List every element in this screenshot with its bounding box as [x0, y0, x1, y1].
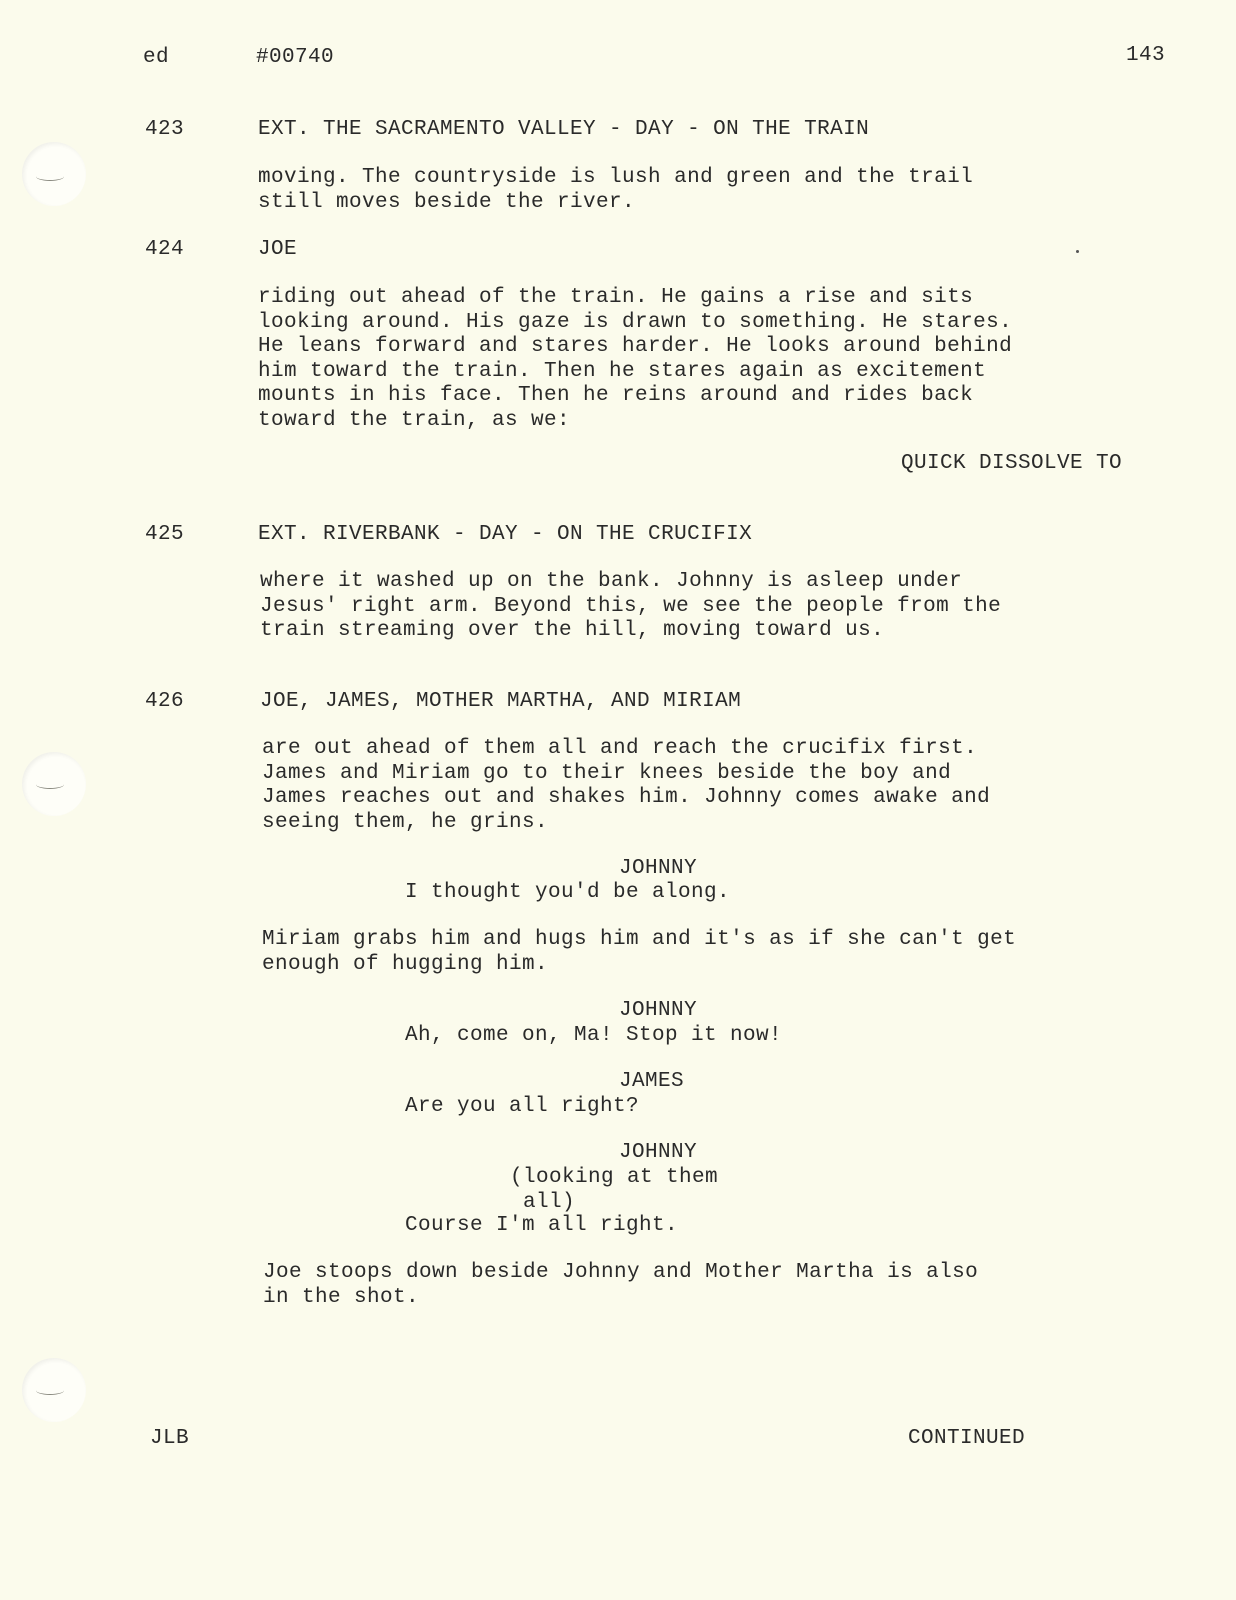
scene-action: where it washed up on the bank. Johnny is asleep under Jesus' right arm. Beyond this, we see the people from the train streaming over the hill, moving toward us. — [260, 570, 1002, 642]
scene-heading: JOE, JAMES, MOTHER MARTHA, AND MIRIAM — [260, 690, 742, 713]
scene-number: 423 — [145, 118, 185, 141]
binder-hole-middle-mark — [36, 780, 64, 789]
scene-action: moving. The countryside is lush and green and the trail still moves beside the river. — [258, 166, 974, 214]
character-cue: JOHNNY — [619, 857, 698, 880]
scene-number: 426 — [145, 690, 185, 713]
page-number: 143 — [1126, 44, 1166, 67]
parenthetical: (looking at them all) — [510, 1166, 719, 1214]
scene-heading: JOE — [258, 238, 298, 261]
header-script-code: #00740 — [256, 46, 335, 69]
transition: QUICK DISSOLVE TO — [901, 452, 1123, 475]
scene-heading: EXT. RIVERBANK - DAY - ON THE CRUCIFIX — [258, 523, 753, 546]
character-cue: JAMES — [619, 1070, 685, 1093]
header-initials: ed — [143, 46, 170, 69]
binder-hole-top-mark — [36, 172, 64, 181]
dialogue-line: Course I'm all right. — [405, 1214, 679, 1237]
ink-speck — [1076, 250, 1079, 253]
scene-action: riding out ahead of the train. He gains a rise and sits looking around. His gaze is drawn to something. He stares. He leans forward and stares harder. He looks around behind him toward the train. Then he stares again as excitement mounts in his face. Then he reins around and rides back toward the train, as we: — [258, 286, 1013, 432]
scene-heading: EXT. THE SACRAMENTO VALLEY - DAY - ON THE TRAIN — [258, 118, 870, 141]
footer-initials: JLB — [150, 1427, 190, 1450]
scene-action: are out ahead of them all and reach the crucifix first. James and Miriam go to their knees beside the boy and James reaches out and shakes him. Johnny comes awake and seeing them, he grins. — [262, 737, 991, 834]
scene-action: Joe stoops down beside Johnny and Mother Martha is also in the shot. — [263, 1261, 979, 1309]
scene-number: 425 — [145, 523, 185, 546]
dialogue-line: Are you all right? — [405, 1095, 640, 1118]
dialogue-line: I thought you'd be along. — [405, 881, 731, 904]
character-cue: JOHNNY — [619, 1141, 698, 1164]
continued-marker: CONTINUED — [908, 1427, 1026, 1450]
scene-action: Miriam grabs him and hugs him and it's as if she can't get enough of hugging him. — [262, 928, 1017, 976]
binder-hole-bottom-mark — [36, 1386, 64, 1395]
dialogue-line: Ah, come on, Ma! Stop it now! — [405, 1024, 783, 1047]
character-cue: JOHNNY — [619, 999, 698, 1022]
scene-number: 424 — [145, 238, 185, 261]
